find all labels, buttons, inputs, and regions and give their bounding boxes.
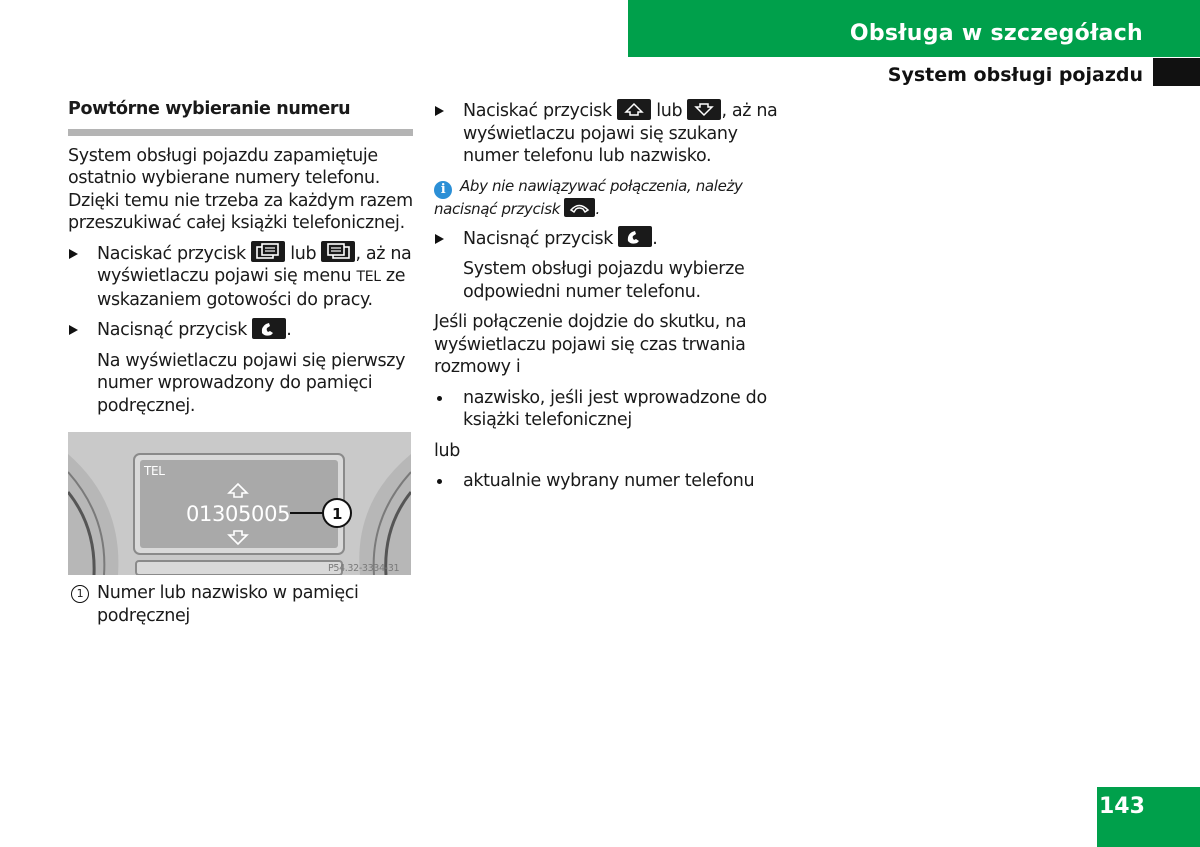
step-select-tel-menu [68,243,413,312]
note-text: . [595,199,600,218]
page-number-box [1097,787,1200,847]
note-text: Aby nie nawiązywać połączenia, należy nacisnąć przycisk [434,176,743,218]
step-result: Na wyświetlaczu pojawi się pierwszy numer wprowadzony do pamięci podręcznej. [97,350,406,416]
figure-code: P54.32-3334-31 [328,563,400,574]
info-icon: i [434,181,452,199]
intro-paragraph: System obsługi pojazdu zapamiętuje ostatnio wybierane numery telefonu. Dzięki temu nie trzeba za każdym razem przeszukiwać całej książki telefonicznej. [68,145,413,233]
figure-caption [68,582,413,627]
display-label: TEL [144,464,165,478]
page-number: 143 [1099,794,1145,819]
section-heading: Powtórne wybieranie numeru [68,99,351,119]
step-arrow-icon [435,234,444,244]
heading-rule [68,129,413,136]
chapter-title: Obsługa w szczegółach [849,21,1143,46]
section-title: System obsługi pojazdu [887,64,1143,86]
display-forward-icon [251,241,285,262]
step-result: System obsługi pojazdu wybierze odpowiedni numer telefonu. [463,259,745,302]
figure-callout-number: 1 [331,505,343,523]
phone-call-icon [618,226,652,247]
arrow-down-icon [687,99,721,120]
list-item [434,387,794,432]
step-text: ze wskazaniem gotowości do pracy. [97,266,406,310]
step-text: . [286,320,292,340]
bullet-text: nazwisko, jeśli jest wprowadzone do książki telefonicznej [463,387,767,430]
instrument-cluster-figure [68,432,411,575]
step-arrow-icon [69,249,78,259]
caption-text: Numer lub nazwisko w pamięci podręcznej [97,583,359,626]
phone-end-icon [564,198,595,217]
step-arrow-icon [69,325,78,335]
right-column [434,98,794,501]
step-scroll-number [434,100,794,168]
step-text: lub [656,101,683,121]
step-text: Naciskać przycisk [463,101,612,121]
step-text: Nacisnąć przycisk [463,228,614,249]
step-text: , aż na wyświetlaczu pojawi się szukany numer telefonu lub nazwisko. [463,101,778,166]
display-back-icon [321,241,355,262]
step-text: Naciskać przycisk [97,243,246,264]
list-item [434,470,794,493]
info-note [434,176,794,220]
step-text: lub [290,243,317,264]
step-text: , aż na wyświetlaczu pojawi się menu [97,243,412,286]
bullet-dot [437,396,442,401]
step-press-call [434,228,794,251]
left-column [68,98,413,627]
bullet-text: aktualnie wybrany numer telefonu [463,471,755,491]
or-text: lub [434,440,461,461]
menu-name-tel: TEL [356,269,381,285]
step-arrow-icon [435,106,444,116]
display-number: 01305005 [186,502,291,526]
arrow-up-icon [617,99,651,120]
step-press-call [68,319,413,342]
call-info-paragraph: Jeśli połączenie dojdzie do skutku, na wyświetlaczu pojawi się czas trwania rozmowy i [434,312,747,377]
step-text: Nacisnąć przycisk [97,320,248,340]
section-tab [1153,58,1200,86]
phone-call-icon [252,318,286,339]
step-text: . [652,228,658,249]
caption-callout-number: 1 [71,585,89,603]
header-bar [628,0,1200,57]
bullet-dot [437,479,442,484]
